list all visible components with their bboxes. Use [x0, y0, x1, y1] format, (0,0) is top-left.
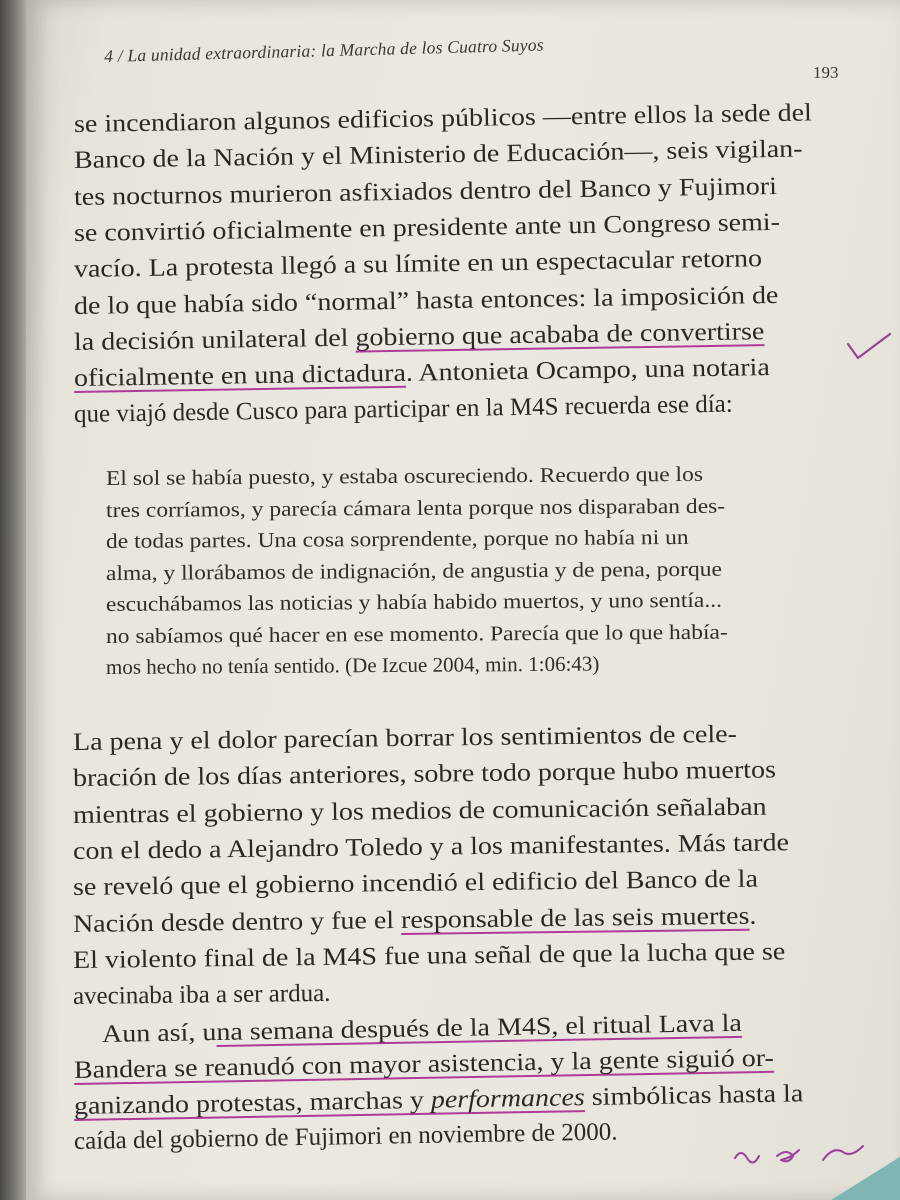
- text-line: con el dedo a Alejandro Toledo y a los manifestantes. Más tarde: [72, 829, 790, 865]
- checkmark-icon: [844, 330, 894, 366]
- highlighted-text: performances: [430, 1083, 586, 1114]
- quote-line: de todas partes. Una cosa sorprendente, porque no había ni un: [105, 524, 689, 553]
- quote-line: tres corríamos, y parecía cámara lenta porque nos disparaban des-: [105, 493, 726, 522]
- highlighted-text: responsable de las seis muertes: [400, 902, 750, 934]
- text-line: se reveló que el gobierno incendió el edificio del Banco de la: [72, 865, 759, 902]
- highlighted-text: ganizando protestas, marchas y: [73, 1086, 432, 1120]
- text-span: . Antonieta Ocampo, una notaria: [405, 354, 770, 387]
- quote-line: no sabíamos qué hacer en ese momento. Parecía que lo que había-: [105, 619, 728, 648]
- text-line: [74, 355, 770, 391]
- text-span: Nación desde dentro y fue el: [72, 906, 402, 938]
- highlighted-text: oficialmente en una dictadura: [73, 359, 407, 393]
- text-line: Banco de la Nación y el Ministerio de Educación—, seis vigilan-: [73, 135, 803, 175]
- text-line: avecinaba iba a ser ardua.: [72, 979, 331, 1011]
- text-line: [74, 1081, 804, 1119]
- highlighted-text: Bandera se reanudó con mayor asistencia, y la gente siguió or-: [73, 1044, 775, 1084]
- text-line: La pena y el dolor parecían borrar los sentimientos de cele-: [72, 720, 738, 756]
- text-line: de lo que había sido “normal” hasta entonces: la imposición de: [73, 281, 779, 320]
- text-line: El violento final de la M4S fue una señal de que la lucha que se: [72, 938, 786, 974]
- text-line: se incendiaron algunos edificios públicos —entre ellos la sede del: [73, 99, 813, 138]
- text-line: [102, 1011, 742, 1047]
- text-span: Aun así, u: [101, 1019, 217, 1048]
- text-line: se convirtió oficialmente en presidente ante un Congreso semi-: [73, 208, 781, 247]
- text-span: la decisión unilateral del: [73, 324, 356, 356]
- highlighted-text: gobierno que acababa de convertirse: [355, 317, 765, 352]
- text-line: bración de los días anteriores, sobre todo porque hubo muertos: [72, 756, 777, 793]
- text-line: vacío. La protesta llegó a su límite en un espectacular retorno: [73, 245, 763, 284]
- text-line: [73, 903, 757, 936]
- text-line: que viajó desde Cusco para participar en la M4S recuerda ese día:: [73, 391, 733, 429]
- text-line: caída del gobierno de Fujimori en noviembre de 2000.: [73, 1118, 618, 1156]
- quote-line: alma, y llorábamos de indignación, de angustia y de pena, porque: [105, 556, 722, 585]
- highlighted-text: na semana después de la M4S, el ritual Lava la: [216, 1009, 743, 1047]
- quote-line: El sol se había puesto, y estaba oscureciendo. Recuerdo que los: [105, 461, 704, 490]
- text-line: [74, 1046, 774, 1083]
- text-span: simbólicas hasta la: [584, 1079, 804, 1111]
- text-line: tes nocturnos murieron asfixiados dentro del Banco y Fujimori: [73, 172, 778, 211]
- text-line: mientras el gobierno y los medios de comunicación señalaban: [72, 793, 767, 829]
- text-span: .: [749, 902, 757, 930]
- page-number: 193: [813, 63, 839, 82]
- pen-scribble-icon: [731, 1138, 871, 1168]
- text-line: [74, 319, 765, 355]
- quote-line: escuchábamos las noticias y había habido muertos, y uno sentía...: [105, 587, 723, 616]
- book-page: [26, 0, 900, 1200]
- quote-line: mos hecho no tenía sentido. (De Izcue 2004, min. 1:06:43): [105, 651, 600, 679]
- running-header: 4 / La unidad extraordinaria: la Marcha de los Cuatro Suyos: [104, 34, 544, 66]
